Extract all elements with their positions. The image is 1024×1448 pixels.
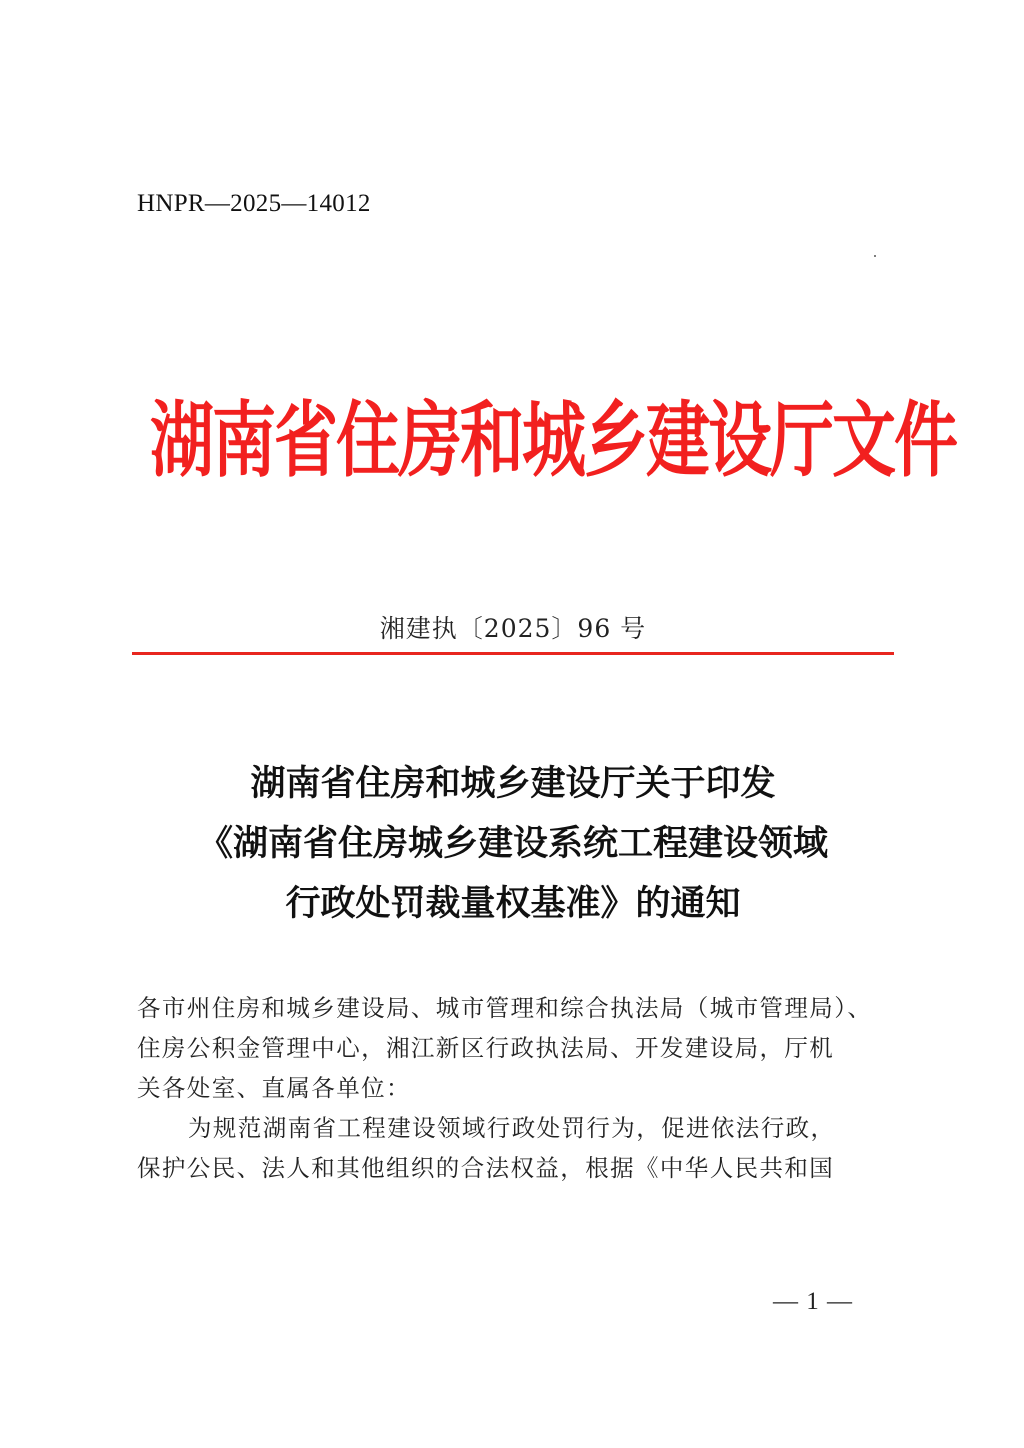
notice-title [132, 754, 894, 934]
document-number: 湘建执〔2025〕96 号 [379, 614, 647, 643]
body-line-2: 住房公积金管理中心，湘江新区行政执法局、开发建设局，厅机 [137, 1034, 835, 1062]
document-code: HNPR—2025—14012 [137, 190, 371, 217]
title-line-2: 《湖南省住房城乡建设系统工程建设领域 [197, 823, 828, 864]
stray-dot [874, 255, 876, 257]
red-divider-line [132, 652, 894, 655]
title-line-1: 湖南省住房和城乡建设厅关于印发 [250, 763, 776, 804]
body-line-5: 保护公民、法人和其他组织的合法权益，根据《中华人民共和国 [137, 1154, 835, 1182]
title-line-3: 行政处罚裁量权基准》的通知 [285, 883, 741, 924]
page-number: — 1 — [773, 1288, 853, 1315]
body-text [137, 988, 892, 1188]
body-line-4: 为规范湖南省工程建设领域行政处罚行为，促进依法行政， [188, 1114, 836, 1142]
masthead-title: 湖南省住房和城乡建设厅文件 [150, 394, 956, 489]
body-line-3: 关各处室、直属各单位： [137, 1074, 411, 1102]
body-line-1: 各市州住房和城乡建设局、城市管理和综合执法局（城市管理局）、 [137, 994, 873, 1022]
